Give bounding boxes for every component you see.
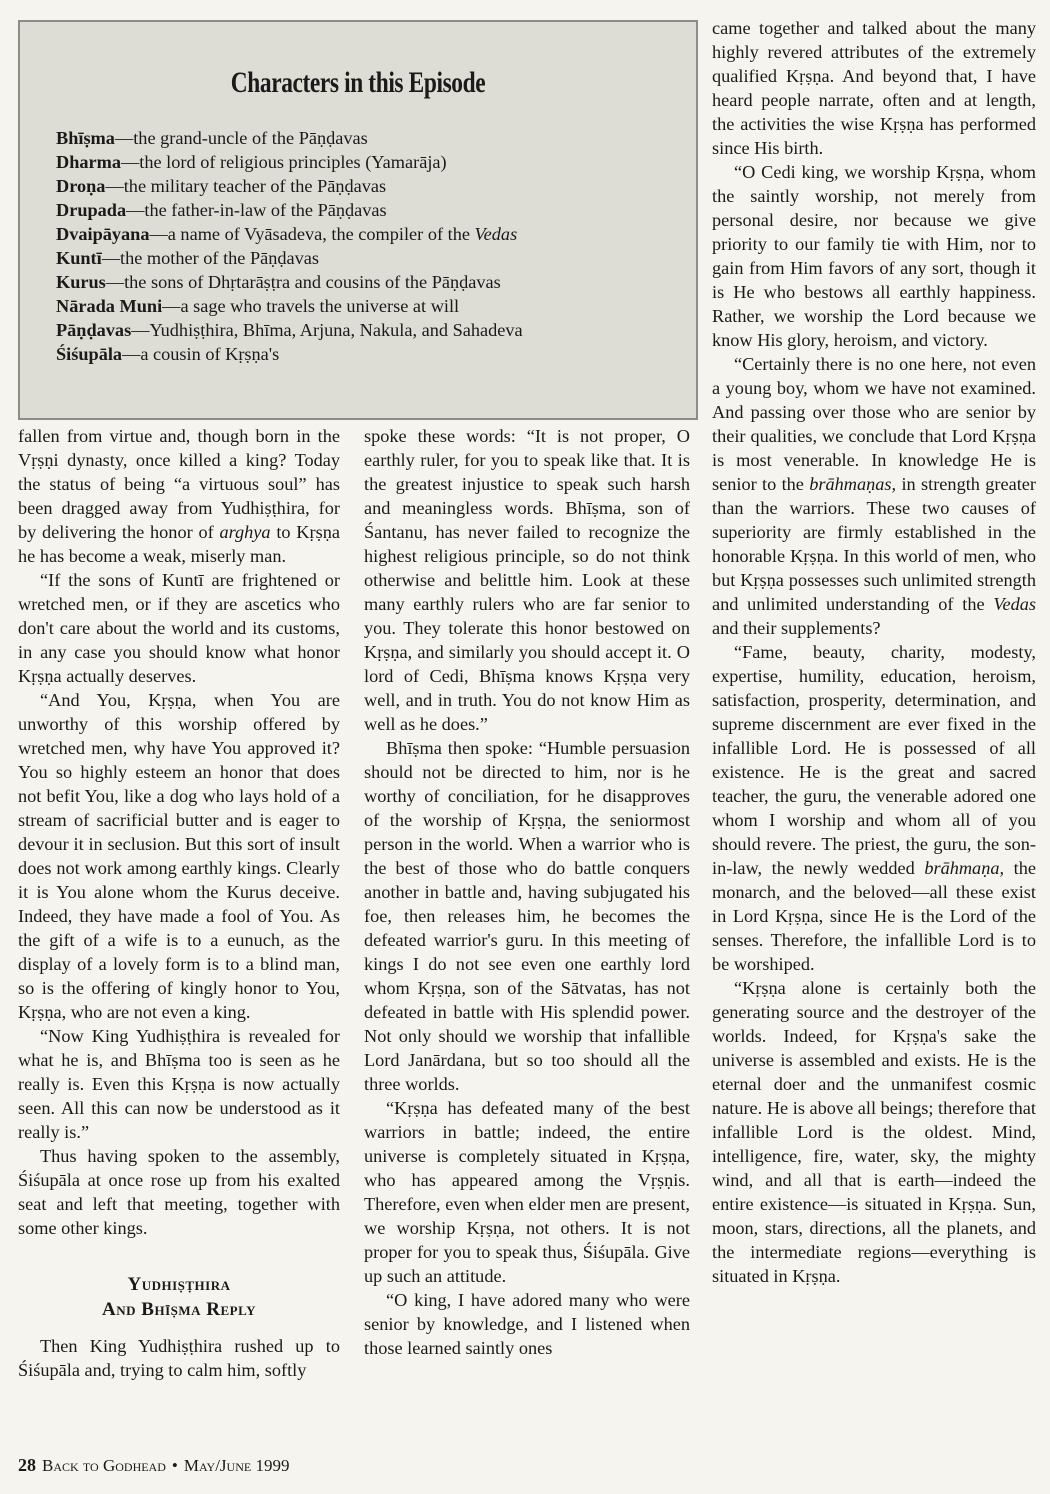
character-name: Dharma xyxy=(56,152,121,172)
paragraph: spoke these words: “It is not proper, O earthly ruler, for you to speak like that. It is the greatest injustice to speak such harsh and meaningless words. Bhīṣma, son of Śantanu, has never failed to recognize the highest religious principle, so do not think otherwise and belittle him. Look at these many earthly rulers who are far senior to you. They tolerate this honor bestowed on Kṛṣṇa, and similarly you should accept it. O lord of Cedi, Bhīṣma knows Kṛṣṇa very well, and in truth. You do not know Him as well as he does.” xyxy=(364,426,690,734)
list-item xyxy=(56,126,684,150)
character-name: Dvaipāyana xyxy=(56,224,150,244)
list-item xyxy=(56,222,684,246)
magazine-name: Back to Godhead xyxy=(42,1456,166,1475)
paragraph: “Now King Yudhiṣṭhira is revealed for what he is, and Bhīṣma too is seen as he really is. Even this Kṛṣṇa is now actually seen. All this can now be understood as it really is.” xyxy=(18,1026,340,1142)
paragraph: “Kṛṣṇa alone is certainly both the generating source and the destroyer of the worlds. Indeed, for Kṛṣṇa's sake the universe is assembled and exists. He is the eternal doer and the unmanifest cosmic nature. He is above all beings; therefore that infallible Lord is the oldest. Mind, intelligence, fire, water, sky, the mighty wind, and all that is earth—indeed the entire existence—is situated in Kṛṣṇa. Sun, moon, stars, directions, all the planets, and the intermediate regions—everything is situated in Kṛṣṇa. xyxy=(712,978,1036,1286)
paragraph-text: to Kṛṣṇa he has become a weak, miserly man. xyxy=(18,522,340,566)
character-desc: —the grand-uncle of the Pāṇḍavas xyxy=(114,128,368,148)
italic-term: Vedas xyxy=(993,594,1036,614)
character-desc: —the military teacher of the Pāṇḍavas xyxy=(105,176,387,196)
character-name: Drupada xyxy=(56,200,127,220)
section-heading xyxy=(18,1272,340,1322)
character-desc: —the mother of the Pāṇḍavas xyxy=(101,248,320,268)
paragraph xyxy=(712,640,1036,976)
paragraph xyxy=(712,352,1036,640)
paragraph: “O Cedi king, we worship Kṛṣṇa, whom the saintly worship, not merely from personal desire, nor because we give priority to our family tie with Him, nor to gain from Him favors of any sort, though it is He who bestows all earthly happiness. Rather, we worship the Lord because we know His glory, heroism, and victory. xyxy=(712,162,1036,350)
character-desc: —a cousin of Kṛṣṇa's xyxy=(122,344,280,364)
character-name: Pāṇḍavas xyxy=(56,320,132,340)
character-list xyxy=(56,126,684,366)
footer-separator: • xyxy=(171,1456,178,1475)
paragraph-text: “Fame, beauty, charity, modesty, expertise, humility, education, heroism, satisfaction, prosperity, determination, and supreme discernment are ever fixed in the infallible Lord. He is possessed of all existence. He is the great and sacred teacher, the guru, the venerable adored one whom I worship and whom all of you should revere. The priest, the guru, the son-in-law, the newly wedded xyxy=(712,642,1036,878)
page-number: 28 xyxy=(18,1455,36,1475)
section-heading-line: Yudhiṣṭhira xyxy=(127,1274,231,1295)
list-item xyxy=(56,270,684,294)
character-name: Kurus xyxy=(56,272,106,292)
paragraph: Bhīṣma then spoke: “Humble persuasion should not be directed to him, nor is he worthy of conciliation, for he disapproves of the worship of Kṛṣṇa, the seniormost person in the world. When a warrior who is the best of those who do battle conquers another in battle and, having subjugated his foe, then releases him, he becomes the defeated warrior's guru. In this meeting of kings I do not see even one earthly lord whom Kṛṣṇa, son of the Sātvatas, has not defeated in battle with His splendid power. Not only should we worship that infallible Lord Janārdana, but so too should all the three worlds. xyxy=(364,738,690,1094)
character-desc: —the lord of religious principles (Yamarāja) xyxy=(121,152,447,172)
paragraph: “If the sons of Kuntī are frightened or wretched men, or if they are ascetics who don't care about the world and its customs, in any case you should know what honor Kṛṣṇa actually deserves. xyxy=(18,570,340,686)
paragraph: “O king, I have adored many who were senior by knowledge, and I listened when those learned saintly ones xyxy=(364,1290,690,1358)
list-item xyxy=(56,150,684,174)
character-name: Droṇa xyxy=(56,176,106,196)
paragraph: Thus having spoken to the assembly, Śiśupāla at once rose up from his exalted seat and left that meeting, together with some other kings. xyxy=(18,1146,340,1238)
character-desc: —Yudhiṣṭhira, Bhīma, Arjuna, Nakula, and Sahadeva xyxy=(131,320,523,340)
character-desc: —the sons of Dhṛtarāṣṭra and cousins of the Pāṇḍavas xyxy=(105,272,501,292)
article-column-3 xyxy=(712,16,1036,1288)
section-heading-line: And Bhīṣma Reply xyxy=(102,1299,256,1320)
sidebar-title: Characters in this Episode xyxy=(230,66,486,99)
paragraph-text: and their supplements? xyxy=(712,618,881,638)
character-name: Bhīṣma xyxy=(56,128,115,148)
paragraph: “Kṛṣṇa has defeated many of the best warriors in battle; indeed, the entire universe is completely situated in Kṛṣṇa, who has appeared among the Vṛṣṇis. Therefore, even when elder men are present, we worship Kṛṣṇa, not others. It is not proper for you to speak thus, Śiśupāla. Give up such an attitude. xyxy=(364,1098,690,1286)
paragraph: “And You, Kṛṣṇa, when You are unworthy of this worship offered by wretched men, why have You approved it? You so highly esteem an honor that does not befit You, like a dog who lays hold of a stream of sacrificial butter and is eager to devour it in seclusion. But this sort of insult does not work among earthly kings. Clearly it is You alone whom the Kurus deceive. Indeed, they have made a fool of You. As the gift of a wife is to a eunuch, as the display of a lovely form is to a blind man, so is the offering of kingly honor to You, Kṛṣṇa, who are not even a king. xyxy=(18,690,340,1022)
italic-term: brāhmaṇas, xyxy=(809,474,897,494)
paragraph-text: the monarch, and the beloved—all these exist in Lord Kṛṣṇa, since He is the Lord of the senses. Therefore, the infallible Lord is to be worshiped. xyxy=(712,858,1036,974)
list-item xyxy=(56,342,684,366)
paragraph: came together and talked about the many highly revered attributes of the extremely qualified Kṛṣṇa. And beyond that, I have heard people narrate, often and at length, the activities the wise Kṛṣṇa has performed since His birth. xyxy=(712,18,1036,158)
paragraph-text: “Certainly there is no one here, not even a young boy, whom we have not examined. And passing over those who are senior by their qualities, we conclude that Lord Kṛṣṇa is most venerable. In knowledge He is senior to the xyxy=(712,354,1036,494)
article-column-2 xyxy=(364,424,690,1360)
character-desc: —a name of Vyāsadeva, the compiler of the xyxy=(149,224,470,244)
list-item xyxy=(56,198,684,222)
character-name: Kuntī xyxy=(56,248,102,268)
character-desc: —a sage who travels the universe at will xyxy=(162,296,460,316)
characters-sidebar xyxy=(18,20,698,420)
list-item xyxy=(56,174,684,198)
paragraph-text: fallen from virtue and, though born in the Vṛṣṇi dynasty, once killed a king? Today the status of being “a virtuous soul” has been dragged away from Yudhiṣṭhira, for by delivering the honor of xyxy=(18,426,340,542)
character-desc-italic: Vedas xyxy=(474,224,518,244)
list-item xyxy=(56,318,684,342)
paragraph-text: in strength greater than the warriors. These two causes of superiority are firmly established in the honorable Kṛṣṇa. In this world of men, who but Kṛṣṇa possesses such unlimited strength and unlimited understanding of the xyxy=(712,474,1036,614)
page-footer xyxy=(18,1455,289,1476)
character-name: Śiśupāla xyxy=(56,344,123,364)
character-name: Nārada Muni xyxy=(56,296,163,316)
italic-term: arghya xyxy=(219,522,271,542)
issue-date: May/June 1999 xyxy=(183,1456,290,1475)
article-column-1 xyxy=(18,424,340,1382)
italic-term: brāhmaṇa, xyxy=(924,858,1005,878)
paragraph xyxy=(18,424,340,568)
list-item xyxy=(56,294,684,318)
character-desc: —the father-in-law of the Pāṇḍavas xyxy=(126,200,387,220)
paragraph: Then King Yudhiṣṭhira rushed up to Śiśupāla and, trying to calm him, softly xyxy=(18,1336,340,1380)
list-item xyxy=(56,246,684,270)
